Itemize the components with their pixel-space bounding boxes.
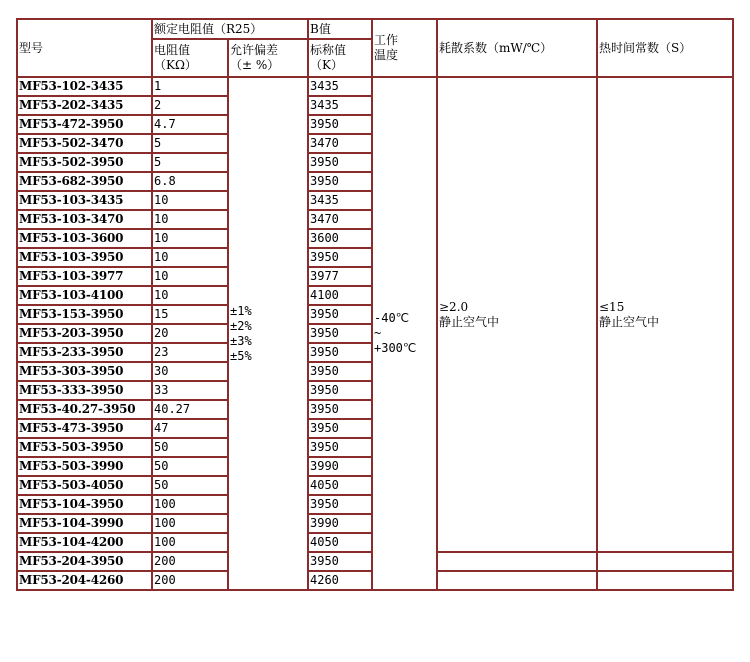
model-cell: MF53-103-3470 [17,210,152,229]
resistance-cell: 10 [152,229,228,248]
header-model: 型号 [17,19,152,77]
resistance-cell: 50 [152,476,228,495]
model-cell: MF53-503-4050 [17,476,152,495]
b-value-cell: 3950 [308,400,372,419]
b-value-cell: 3950 [308,153,372,172]
model-cell: MF53-503-3950 [17,438,152,457]
tolerance-value: ±2% [230,318,252,333]
model-cell: MF53-103-3977 [17,267,152,286]
header-rated-resistance: 额定电阻值（R25） [152,19,308,39]
model-cell: MF53-502-3470 [17,134,152,153]
tolerance-value: ±5% [230,348,252,363]
resistance-cell: 50 [152,438,228,457]
resistance-cell: 33 [152,381,228,400]
header-resistance-unit: （KΩ） [154,58,197,72]
tolerance-value: ±3% [230,333,252,348]
b-value-cell: 4050 [308,476,372,495]
resistance-cell: 2 [152,96,228,115]
temperature-value: +300℃ [374,341,417,355]
resistance-cell: 30 [152,362,228,381]
b-value-cell: 3950 [308,552,372,571]
b-value-cell: 3435 [308,77,372,96]
header-temp-line1: 工作 [374,33,399,47]
model-cell: MF53-233-3950 [17,343,152,362]
model-cell: MF53-103-3950 [17,248,152,267]
resistance-cell: 5 [152,153,228,172]
temperature-value: -40℃ [374,311,410,325]
model-cell: MF53-104-4200 [17,533,152,552]
b-value-cell: 3470 [308,210,372,229]
b-value-cell: 3990 [308,457,372,476]
empty-cell [437,571,597,590]
header-dissipation: 耗散系数（mW/℃） [437,19,597,77]
resistance-cell: 6.8 [152,172,228,191]
header-b-value: B值 [308,19,372,39]
resistance-cell: 10 [152,248,228,267]
resistance-cell: 10 [152,191,228,210]
tolerance-value: ±1% [230,303,252,318]
model-cell: MF53-333-3950 [17,381,152,400]
model-cell: MF53-202-3435 [17,96,152,115]
b-value-cell: 3950 [308,438,372,457]
temperature-value: ~ [374,326,382,340]
resistance-cell: 40.27 [152,400,228,419]
resistance-cell: 100 [152,495,228,514]
resistance-cell: 100 [152,533,228,552]
model-cell: MF53-204-4260 [17,571,152,590]
resistance-cell: 15 [152,305,228,324]
resistance-cell: 23 [152,343,228,362]
empty-cell [597,552,733,571]
b-value-cell: 4050 [308,533,372,552]
resistance-cell: 10 [152,267,228,286]
header-resistance-value [152,39,228,77]
model-cell: MF53-503-3990 [17,457,152,476]
resistance-cell: 10 [152,210,228,229]
header-tolerance-label: 允许偏差 [230,43,279,57]
model-cell: MF53-303-3950 [17,362,152,381]
b-value-cell: 3470 [308,134,372,153]
resistance-cell: 50 [152,457,228,476]
resistance-cell: 20 [152,324,228,343]
time-constant-value: ≤15 [599,299,625,314]
b-value-cell: 3600 [308,229,372,248]
resistance-cell: 4.7 [152,115,228,134]
time-constant-value: 静止空气中 [599,314,660,329]
b-value-cell: 3950 [308,324,372,343]
empty-cell [597,571,733,590]
b-value-cell: 3950 [308,248,372,267]
b-value-cell: 3977 [308,267,372,286]
resistance-cell: 10 [152,286,228,305]
dissipation-value: 静止空气中 [439,314,500,329]
b-value-cell: 3950 [308,362,372,381]
b-value-cell: 3950 [308,495,372,514]
model-cell: MF53-103-3600 [17,229,152,248]
resistance-cell: 5 [152,134,228,153]
b-value-cell: 3950 [308,172,372,191]
b-value-cell: 3950 [308,419,372,438]
b-value-cell: 4100 [308,286,372,305]
header-tolerance [228,39,308,77]
header-operating-temperature [372,19,437,77]
resistance-cell: 100 [152,514,228,533]
b-value-cell: 3950 [308,343,372,362]
resistance-cell: 47 [152,419,228,438]
model-cell: MF53-502-3950 [17,153,152,172]
resistance-cell: 200 [152,552,228,571]
model-cell: MF53-103-4100 [17,286,152,305]
dissipation-value: ≥2.0 [439,299,469,314]
model-cell: MF53-204-3950 [17,552,152,571]
model-cell: MF53-473-3950 [17,419,152,438]
header-time-constant: 热时间常数（S） [597,19,733,77]
b-value-cell: 3990 [308,514,372,533]
dissipation-cell [437,77,597,552]
temperature-cell [372,77,437,590]
model-cell: MF53-203-3950 [17,324,152,343]
header-b-nominal [308,39,372,77]
header-tolerance-unit: （± %） [230,58,280,72]
b-value-cell: 3435 [308,96,372,115]
header-b-unit: （K） [310,58,343,72]
b-value-cell: 3435 [308,191,372,210]
header-b-nominal-label: 标称值 [310,43,347,57]
header-temp-line2: 温度 [374,48,399,62]
header-resistance-label: 电阻值 [154,43,191,57]
model-cell: MF53-104-3950 [17,495,152,514]
b-value-cell: 3950 [308,115,372,134]
table-row [17,77,733,96]
model-cell: MF53-104-3990 [17,514,152,533]
model-cell: MF53-40.27-3950 [17,400,152,419]
empty-cell [437,552,597,571]
tolerance-cell [228,77,308,590]
resistance-cell: 200 [152,571,228,590]
b-value-cell: 3950 [308,381,372,400]
b-value-cell: 3950 [308,305,372,324]
thermistor-spec-table [16,18,734,591]
time-constant-cell [597,77,733,552]
model-cell: MF53-472-3950 [17,115,152,134]
model-cell: MF53-153-3950 [17,305,152,324]
model-cell: MF53-682-3950 [17,172,152,191]
model-cell: MF53-102-3435 [17,77,152,96]
resistance-cell: 1 [152,77,228,96]
b-value-cell: 4260 [308,571,372,590]
model-cell: MF53-103-3435 [17,191,152,210]
